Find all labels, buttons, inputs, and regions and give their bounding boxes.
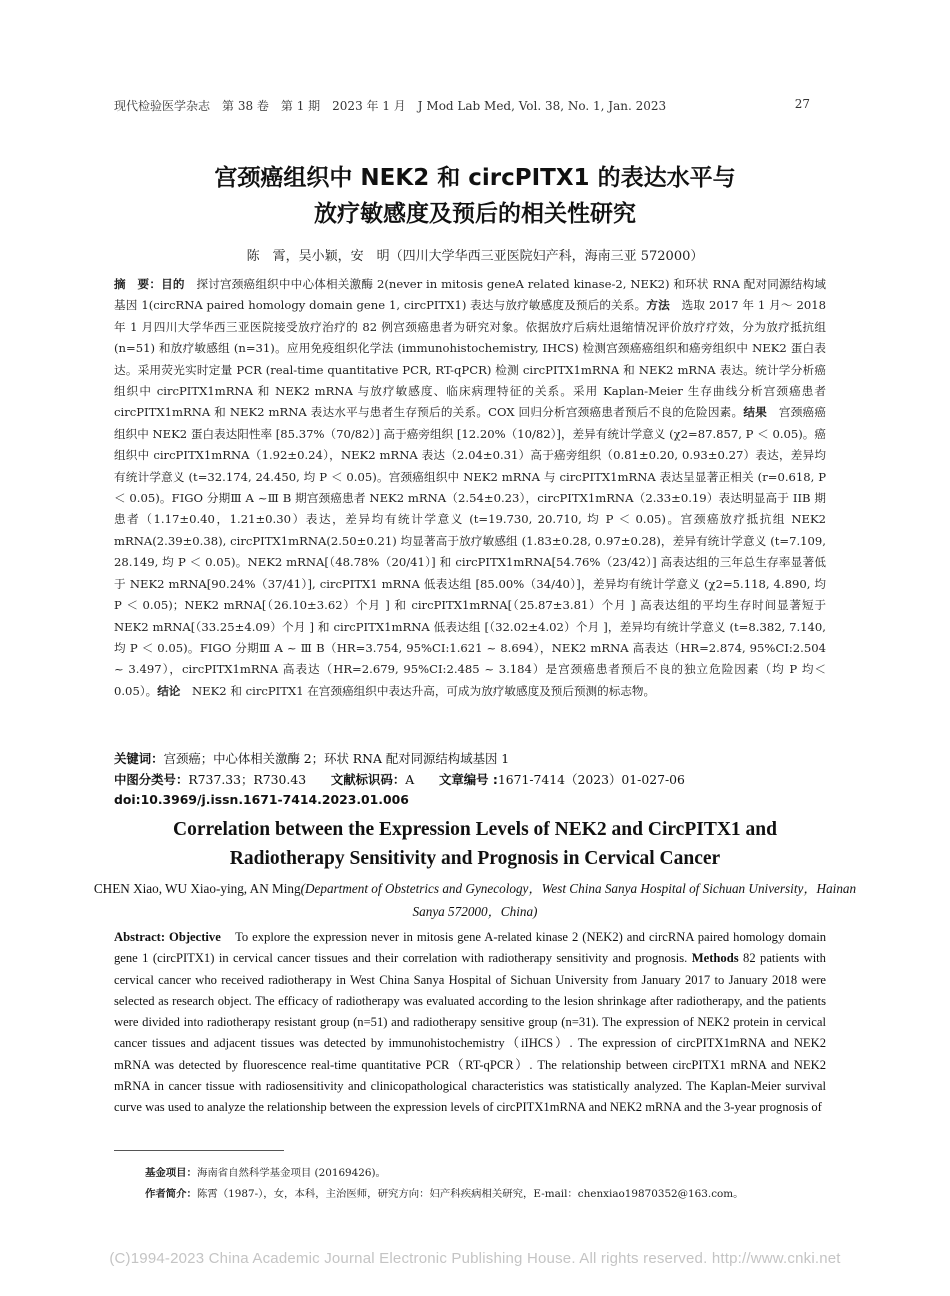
classification-line xyxy=(114,770,826,791)
clc-value: R737.33；R730.43 xyxy=(188,771,307,787)
author-bio-label: 作者简介： xyxy=(145,1188,197,1200)
page-number: 27 xyxy=(794,97,810,111)
english-title xyxy=(80,815,870,873)
chinese-title-line-2: 放疗敏感度及预后的相关性研究 xyxy=(314,201,636,227)
cnki-watermark: (C)1994-2023 China Academic Journal Electronic Publishing House. All rights reserved. http://www.cnki.net xyxy=(109,1250,841,1267)
english-methods-label: Methods xyxy=(691,951,739,966)
fund-label: 基金项目： xyxy=(145,1167,197,1179)
keywords-value: 宫颈癌；中心体相关激酶 2；环状 RNA 配对同源结构域基因 1 xyxy=(163,751,510,766)
chinese-authors: 陈 霄，吴小颖，安 明（四川大学华西三亚医院妇产科，海南三亚 572000） xyxy=(246,249,704,264)
methods-label: 方法 xyxy=(646,298,670,313)
author-bio-text: 陈霄（1987-），女，本科，主治医师，研究方向：妇产科疾病相关研究，E-mail：chenxiao19870352@163.com。 xyxy=(196,1188,744,1200)
abstract-label: 摘 要： xyxy=(114,277,162,291)
english-abstract xyxy=(114,927,826,1119)
article-no-value: 1671-7414（2023）01-027-06 xyxy=(497,771,685,787)
doi-link[interactable]: 10.3969/j.issn.1671-7414.2023.01.006 xyxy=(140,792,409,807)
english-title-line-2: Radiotherapy Sensitivity and Prognosis in Cervical Cancer xyxy=(229,848,721,869)
clc-label: 中图分类号： xyxy=(114,771,189,787)
doc-code-value: A xyxy=(405,771,415,787)
keywords-line xyxy=(114,749,826,770)
english-title-line-1: Correlation between the Expression Levels of NEK2 and CircPITX1 and xyxy=(173,819,777,840)
footnotes xyxy=(145,1163,826,1205)
chinese-title-line-1: 宫颈癌组织中 NEK2 和 circPITX1 的表达水平与 xyxy=(214,165,736,191)
running-head xyxy=(114,97,810,114)
objective-text: 探讨宫颈癌组织中中心体相关激酶 2(never in mitosis geneA related kinase-2, NEK2) 和环状 RNA 配对同源结构域基因 1(circRNA paired homology domain gene 1, circPITX1) 表达与放疗敏感度及预后的关系。 xyxy=(114,277,826,313)
footnote-divider xyxy=(114,1150,284,1151)
english-methods-text: 82 patients with cervical cancer who received radiotherapy in West China Sanya Hospital of Sichuan University from January 2017 to January 2018 were selected as research object. The efficacy of radiotherapy was evaluated according to the lesion shrinkage after radiotherapy, and the patients were divided into radiotherapy resistant group (n=51) and radiotherapy sensitive group (n=31). The expression of NEK2 protein in cervical cancer tissues and adjacent tissues was detected by immunohistochemistry（iIHCS）. The expression of circPITX1mRNA and NEK2 mRNA was detected by fluorescence real-time quantitative PCR（RT-qPCR）. The relationship between circPITX1 mRNA and NEK2 mRNA in cancer tissue with radiosensitivity and clinicopathological characteristics was statistically analyzed. The Kaplan-Meier survival curve was used to analyze the relationship between the expression levels of circPITX1mRNA and NEK2 mRNA and the 3-year prognosis of xyxy=(114,951,826,1115)
objective-label: 目的 xyxy=(161,277,185,291)
conclusion-label: 结论 xyxy=(157,683,181,698)
methods-text: 选取 2017 年 1 月～ 2018 年 1 月四川大学华西三亚医院接受放疗治疗的 82 例宫颈癌患者为研究对象。依据放疗后病灶退缩情况评价放疗疗效，分为放疗抵抗组 (n=51) 和放疗敏感组 (n=31)。应用免疫组织化学法 (immunohistochemistry, IHCS) 检测宫颈癌癌组织和癌旁组织中 NEK2 蛋白表达。采用荧光实时定量 PCR (real-time quantitative PCR, RT-qPCR) 检测 circPITX1mRNA 和 NEK2 mRNA 表达。统计学分析癌组织中 circPITX1mRNA 和 NEK2 mRNA 与放疗敏感度、临床病理特征的关系。采用 Kaplan-Meier 生存曲线分析宫颈癌患者 circPITX1mRNA 和 NEK2 mRNA 表达水平与患者生存预后的关系。COX 回归分析宫颈癌患者预后不良的危险因素。 xyxy=(114,298,826,420)
doi-label: doi: xyxy=(114,792,141,807)
doc-code-label: 文献标识码： xyxy=(330,771,406,787)
fund-footnote xyxy=(145,1163,826,1184)
english-affiliation: (Department of Obstetrics and Gynecology，West China Sanya Hospital of Sichuan University，Hainan Sanya 572000，China) xyxy=(300,881,857,919)
results-text: 宫颈癌癌组织中 NEK2 蛋白表达阳性率 [85.37%（70/82）] 高于癌旁组织 [12.20%（10/82）]，差异有统计学意义 (χ2=87.857, P ＜ 0.05)。癌组织中 circPITX1mRNA（1.92±0.24），NEK2 mRNA 表达（2.04±0.31）高于癌旁组织（0.81±0.20, 0.93±0.27）表达，差异均有统计学意义 (t=32.174, 24.450, 均 P ＜ 0.05)。宫颈癌组织中 NEK2 mRNA 与 circPITX1mRNA 表达呈显著正相关 (r=0.618, P ＜ 0.05)。FIGO 分期Ⅲ A ~Ⅲ B 期宫颈癌患者 NEK2 mRNA（2.54±0.23），circPITX1mRNA（2.33±0.19）表达明显高于 IIB 期患者（1.17±0.40，1.21±0.30）表达，差异均有统计学意义 (t=19.730, 20.710, 均 P ＜ 0.05)。宫颈癌放疗抵抗组 NEK2 mRNA(2.39±0.38), circPITX1mRNA(2.50±0.21) 均显著高于放疗敏感组 (1.83±0.28, 0.97±0.28)，差异有统计学意义 (t=7.109, 28.149, 均 P ＜ 0.05)。NEK2 mRNA[（48.78%（20/41）] 和 circPITX1mRNA[54.76%（23/42）] 高表达组的三年总生存率显著低于 NEK2 mRNA[90.24%（37/41）], circPITX1 mRNA 低表达组 [85.00%（34/40）]，差异均有统计学意义 (χ2=5.118, 4.890, 均 P ＜ 0.05)；NEK2 mRNA[（26.10±3.62）个月 ] 和 circPITX1mRNA[（25.87±3.81）个月 ] 高表达组的平均生存时间显著短于 NEK2 mRNA[（33.25±4.09）个月 ] 和 circPITX1mRNA 低表达组 [（32.02±4.02）个月 ]，差异均有统计学意义 (t=8.382, 7.140, 均 P ＜ 0.05)。FIGO 分期Ⅲ A ~ Ⅲ B（HR=3.754, 95%CI:1.621 ~ 8.694），NEK2 mRNA 高表达（HR=2.874, 95%CI:2.504 ~ 3.497），circPITX1mRNA 高表达（HR=2.679, 95%CI:2.485 ~ 3.184）是宫颈癌患者预后不良的独立危险因素（均 P 均＜ 0.05）。 xyxy=(114,405,826,698)
english-author-names: CHEN Xiao, WU Xiao-ying, AN Ming xyxy=(93,881,301,896)
chinese-abstract xyxy=(114,274,826,702)
results-label: 结果 xyxy=(743,405,768,420)
author-footnote xyxy=(145,1184,826,1205)
chinese-title xyxy=(80,160,870,232)
doi-line xyxy=(114,790,826,811)
english-objective-text: To explore the expression never in mitosis gene A-related kinase 2 (NEK2) and circRNA paired homology domain gene 1 (circPITX1) in cervical cancer tissues and their correlation with radiotherapy sensitivity and prognosis. xyxy=(114,930,826,966)
english-objective-label: Abstract: Objective xyxy=(114,930,221,944)
english-authors xyxy=(80,877,870,923)
running-head-text: 现代检验医学杂志 第 38 卷 第 1 期 2023 年 1 月 J Mod Lab Med, Vol. 38, No. 1, Jan. 2023 xyxy=(114,99,667,113)
conclusion-text: NEK2 和 circPITX1 在宫颈癌组织中表达升高，可成为放疗敏感度及预后预测的标志物。 xyxy=(192,683,656,698)
fund-text: 海南省自然科学基金项目 (20169426)。 xyxy=(196,1167,386,1179)
article-metadata xyxy=(114,749,826,811)
keywords-label: 关键词： xyxy=(114,751,164,766)
article-no-label: 文章编号 : xyxy=(438,771,498,787)
